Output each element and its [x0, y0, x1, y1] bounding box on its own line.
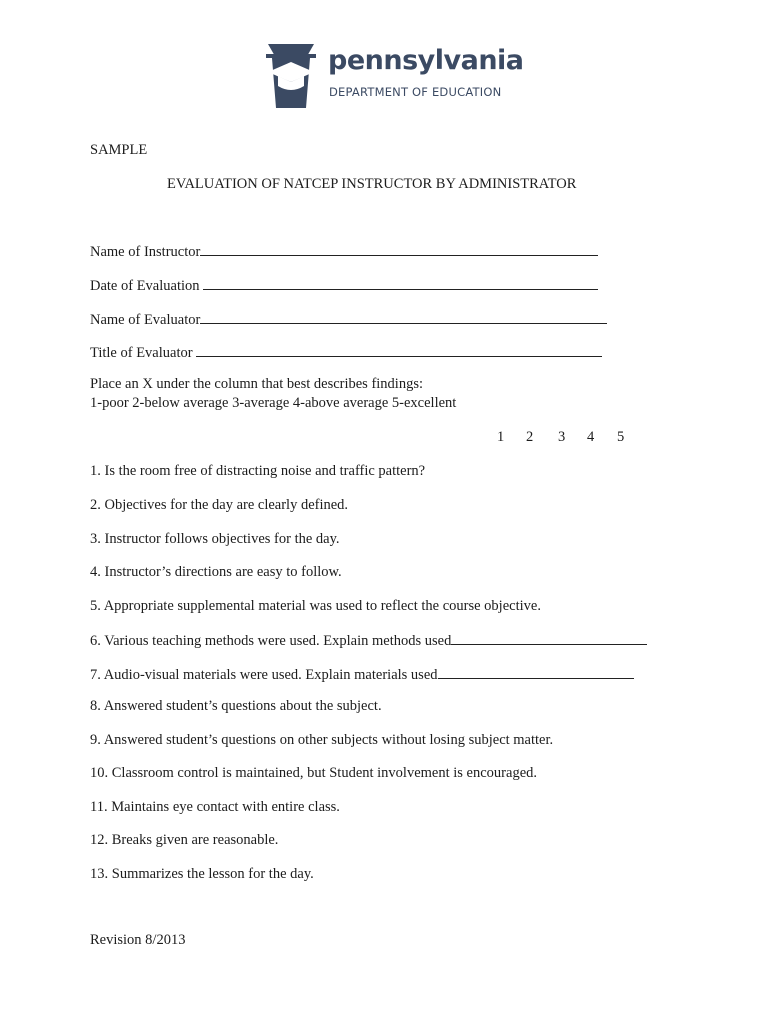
- evaluator-name-blank[interactable]: [200, 311, 607, 324]
- question-text: 7. Audio-visual materials were used. Explain materials used: [90, 667, 438, 683]
- methods-used-blank[interactable]: [451, 632, 647, 645]
- question-item: 4. Instructor’s directions are easy to follow.: [90, 564, 342, 580]
- question-item-with-blank: [90, 632, 647, 649]
- field-evaluation-date: [90, 277, 598, 294]
- rating-column-2: 2: [526, 429, 534, 445]
- keystone-graduation-cap-icon: [260, 42, 322, 110]
- instructions-line-1: Place an X under the column that best describes findings:: [90, 376, 424, 392]
- question-item: 12. Breaks given are reasonable.: [90, 832, 279, 848]
- rating-column-3: 3: [558, 429, 566, 445]
- question-item: 10. Classroom control is maintained, but Student involvement is encouraged.: [90, 765, 538, 781]
- question-item-with-blank: [90, 666, 634, 683]
- sample-label: SAMPLE: [90, 142, 148, 158]
- rating-column-4: 4: [587, 429, 595, 445]
- logo-department-text: DEPARTMENT OF EDUCATION: [329, 85, 502, 99]
- field-label: Date of Evaluation: [90, 278, 204, 294]
- instructor-name-blank[interactable]: [200, 243, 598, 256]
- question-item: 13. Summarizes the lesson for the day.: [90, 866, 314, 882]
- question-item: 8. Answered student’s questions about the subject.: [90, 698, 382, 714]
- field-evaluator-name: [90, 311, 607, 328]
- question-item: 9. Answered student’s questions on other subjects without losing subject matter.: [90, 732, 554, 748]
- question-item: 3. Instructor follows objectives for the day.: [90, 531, 340, 547]
- field-label: Name of Instructor: [90, 244, 201, 260]
- pa-education-logo: [260, 42, 524, 112]
- question-item: 11. Maintains eye contact with entire class.: [90, 799, 340, 815]
- question-item: 5. Appropriate supplemental material was used to reflect the course objective.: [90, 598, 541, 614]
- field-label: Title of Evaluator: [90, 345, 197, 361]
- rating-column-1: 1: [497, 429, 505, 445]
- field-instructor-name: [90, 243, 598, 260]
- question-text: 6. Various teaching methods were used. Explain methods used: [90, 633, 452, 649]
- evaluation-date-blank[interactable]: [203, 277, 598, 290]
- instructions-line-2: 1-poor 2-below average 3-average 4-above average 5-excellent: [90, 395, 457, 411]
- field-label: Name of Evaluator: [90, 312, 201, 328]
- materials-used-blank[interactable]: [438, 666, 634, 679]
- form-title: EVALUATION OF NATCEP INSTRUCTOR BY ADMINISTRATOR: [167, 176, 577, 192]
- revision-note: Revision 8/2013: [90, 932, 186, 948]
- evaluator-title-blank[interactable]: [196, 344, 602, 357]
- question-item: 1. Is the room free of distracting noise and traffic pattern?: [90, 463, 426, 479]
- rating-column-5: 5: [617, 429, 625, 445]
- field-evaluator-title: [90, 344, 602, 361]
- question-item: 2. Objectives for the day are clearly defined.: [90, 497, 349, 513]
- logo-brand-text: pennsylvania: [328, 45, 524, 76]
